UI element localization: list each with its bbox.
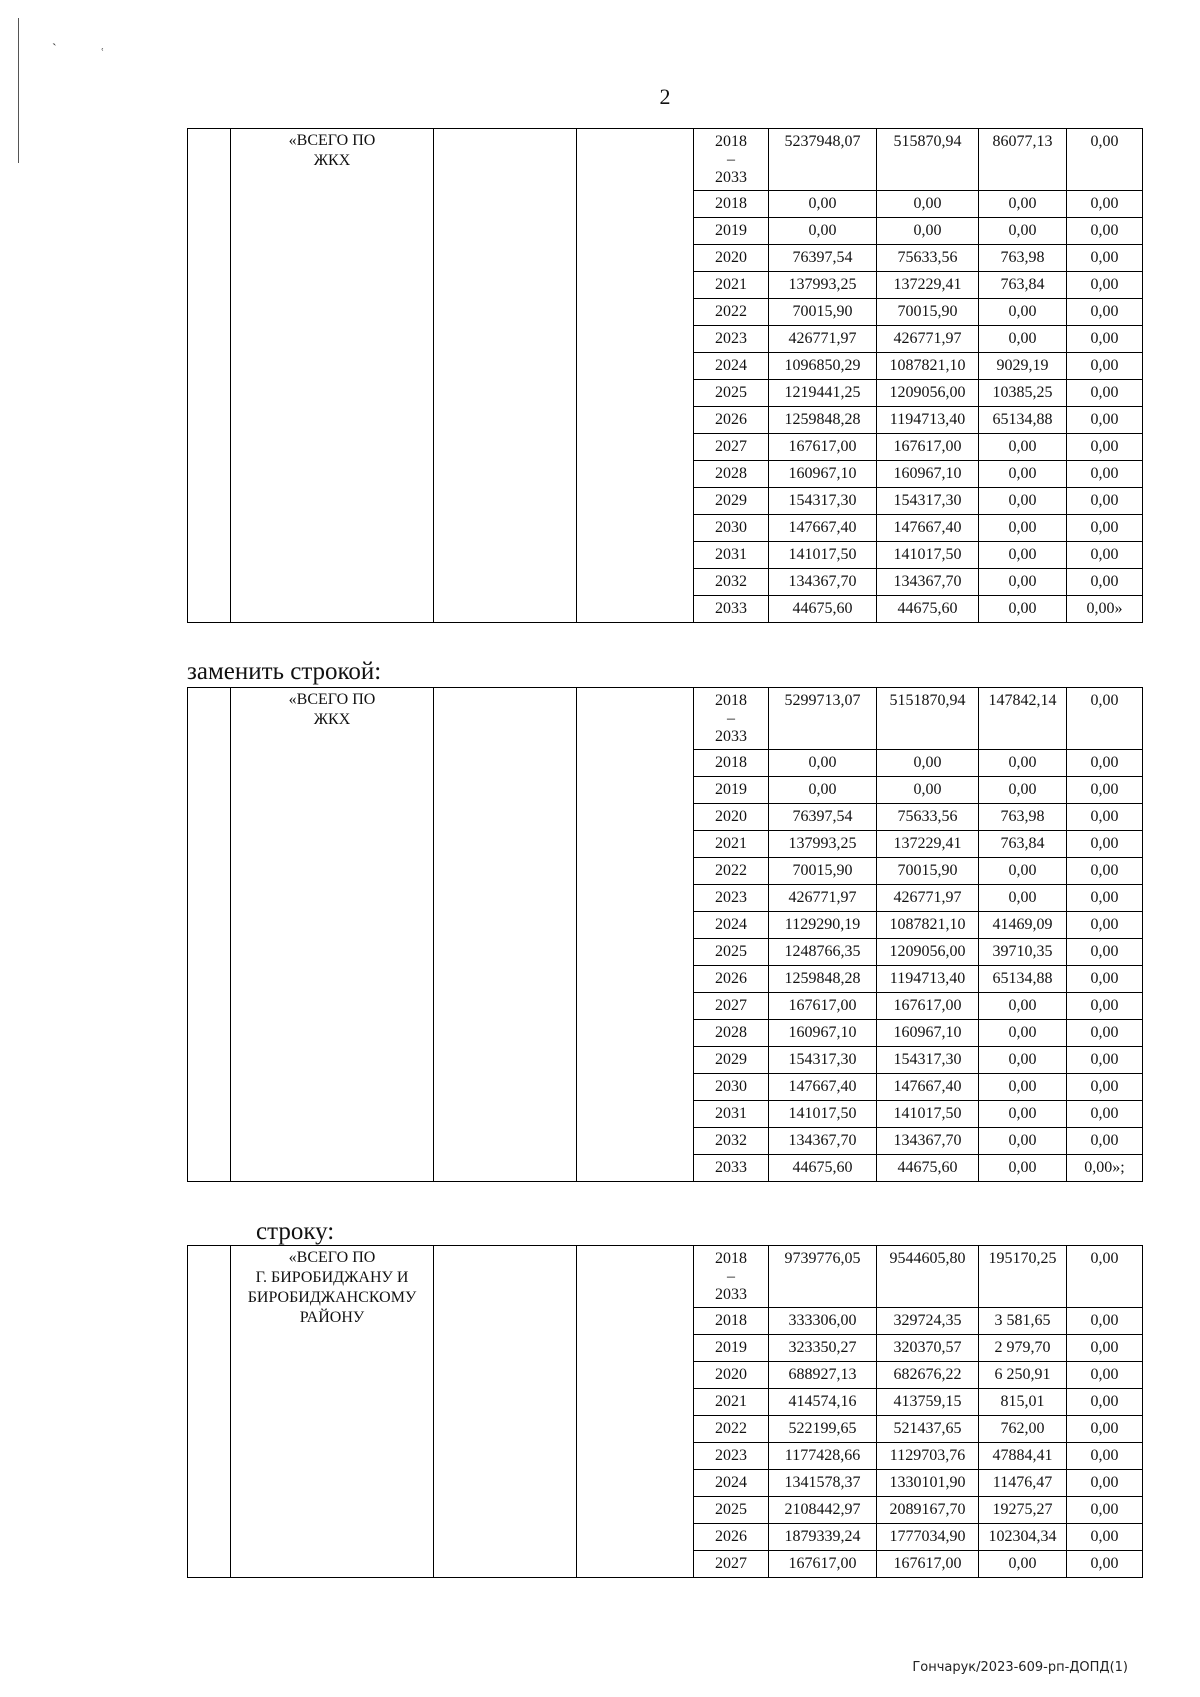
year-cell: 2022 <box>694 1416 769 1443</box>
regional-amount-cell: 65134,88 <box>979 966 1067 993</box>
federal-amount-cell: 134367,70 <box>877 569 979 596</box>
total-amount-cell: 70015,90 <box>769 858 877 885</box>
local-amount-cell: 0,00 <box>1067 129 1143 191</box>
local-amount-cell: 0,00 <box>1067 1551 1143 1578</box>
row-label-line: «ВСЕГО ПО <box>288 1249 376 1266</box>
local-amount-cell: 0,00 <box>1067 912 1143 939</box>
local-amount-cell: 0,00 <box>1067 1101 1143 1128</box>
local-amount-cell: 0,00 <box>1067 218 1143 245</box>
total-amount-cell: 76397,54 <box>769 245 877 272</box>
total-amount-cell: 137993,25 <box>769 272 877 299</box>
year-cell: 2018 <box>694 191 769 218</box>
row-label-line: ЖКХ <box>313 711 351 728</box>
federal-amount-cell: 1087821,10 <box>877 353 979 380</box>
year-cell: 2018 <box>694 750 769 777</box>
scan-speck: ˓ <box>100 40 105 55</box>
total-amount-cell: 76397,54 <box>769 804 877 831</box>
federal-amount-cell: 682676,22 <box>877 1362 979 1389</box>
total-amount-cell: 154317,30 <box>769 1047 877 1074</box>
page-number: 2 <box>659 84 671 109</box>
local-amount-cell: 0,00 <box>1067 191 1143 218</box>
regional-amount-cell: 0,00 <box>979 191 1067 218</box>
regional-amount-cell: 0,00 <box>979 1047 1067 1074</box>
year-cell: 2026 <box>694 1524 769 1551</box>
local-amount-cell: 0,00 <box>1067 1074 1143 1101</box>
total-amount-cell: 147667,40 <box>769 1074 877 1101</box>
total-amount-cell: 5237948,07 <box>769 129 877 191</box>
year-cell: 2024 <box>694 912 769 939</box>
federal-amount-cell: 426771,97 <box>877 885 979 912</box>
financing-table-new <box>187 687 1143 1182</box>
local-amount-cell: 0,00 <box>1067 380 1143 407</box>
regional-amount-cell: 0,00 <box>979 218 1067 245</box>
local-amount-cell: 0,00 <box>1067 1470 1143 1497</box>
federal-amount-cell: 167617,00 <box>877 993 979 1020</box>
empty-executor-cell <box>434 688 577 1182</box>
federal-amount-cell: 147667,40 <box>877 515 979 542</box>
year-cell: 2027 <box>694 434 769 461</box>
local-amount-cell: 0,00 <box>1067 569 1143 596</box>
total-amount-cell: 167617,00 <box>769 993 877 1020</box>
year-cell: 2019 <box>694 218 769 245</box>
local-amount-cell: 0,00 <box>1067 488 1143 515</box>
total-amount-cell: 1879339,24 <box>769 1524 877 1551</box>
document-footer: Гончарук/2023-609-рп-ДОПД(1) <box>912 1660 1128 1675</box>
year-period-part: – <box>727 151 735 168</box>
regional-amount-cell: 815,01 <box>979 1389 1067 1416</box>
federal-amount-cell: 137229,41 <box>877 272 979 299</box>
local-amount-cell: 0,00 <box>1067 966 1143 993</box>
federal-amount-cell: 329724,35 <box>877 1308 979 1335</box>
federal-amount-cell: 167617,00 <box>877 434 979 461</box>
empty-source-cell <box>577 1246 694 1578</box>
year-period-part: – <box>727 1268 735 1285</box>
regional-amount-cell: 102304,34 <box>979 1524 1067 1551</box>
regional-amount-cell: 47884,41 <box>979 1443 1067 1470</box>
year-cell: 2027 <box>694 993 769 1020</box>
empty-source-cell <box>577 688 694 1182</box>
total-amount-cell: 160967,10 <box>769 461 877 488</box>
row-label-line: «ВСЕГО ПО <box>288 132 376 149</box>
local-amount-cell: 0,00 <box>1067 1362 1143 1389</box>
regional-amount-cell: 763,84 <box>979 831 1067 858</box>
total-amount-cell: 1341578,37 <box>769 1470 877 1497</box>
federal-amount-cell: 75633,56 <box>877 245 979 272</box>
local-amount-cell: 0,00 <box>1067 1524 1143 1551</box>
year-cell: 2030 <box>694 515 769 542</box>
year-cell: 2028 <box>694 1020 769 1047</box>
regional-amount-cell: 0,00 <box>979 993 1067 1020</box>
local-amount-cell: 0,00 <box>1067 1335 1143 1362</box>
year-cell: 2031 <box>694 542 769 569</box>
total-amount-cell: 0,00 <box>769 218 877 245</box>
federal-amount-cell: 134367,70 <box>877 1128 979 1155</box>
regional-amount-cell: 0,00 <box>979 1020 1067 1047</box>
total-amount-cell: 44675,60 <box>769 596 877 623</box>
year-cell: 2029 <box>694 488 769 515</box>
caption-row: строку: <box>256 1218 335 1245</box>
local-amount-cell: 0,00 <box>1067 299 1143 326</box>
year-period-part: 2033 <box>715 1286 747 1303</box>
local-amount-cell: 0,00 <box>1067 407 1143 434</box>
regional-amount-cell: 762,00 <box>979 1416 1067 1443</box>
total-amount-cell: 0,00 <box>769 777 877 804</box>
year-cell: 2025 <box>694 380 769 407</box>
federal-amount-cell: 9544605,80 <box>877 1246 979 1308</box>
total-amount-cell: 167617,00 <box>769 1551 877 1578</box>
regional-amount-cell: 763,84 <box>979 272 1067 299</box>
total-amount-cell: 1248766,35 <box>769 939 877 966</box>
local-amount-cell: 0,00 <box>1067 461 1143 488</box>
empty-number-cell <box>188 129 231 623</box>
local-amount-cell: 0,00 <box>1067 804 1143 831</box>
federal-amount-cell: 413759,15 <box>877 1389 979 1416</box>
local-amount-cell: 0,00 <box>1067 1497 1143 1524</box>
local-amount-cell: 0,00 <box>1067 1246 1143 1308</box>
federal-amount-cell: 1087821,10 <box>877 912 979 939</box>
total-amount-cell: 70015,90 <box>769 299 877 326</box>
row-label-line: РАЙОНУ <box>299 1309 365 1326</box>
regional-amount-cell: 0,00 <box>979 1551 1067 1578</box>
year-cell: 2021 <box>694 831 769 858</box>
total-amount-cell: 1259848,28 <box>769 966 877 993</box>
federal-amount-cell: 141017,50 <box>877 1101 979 1128</box>
federal-amount-cell: 0,00 <box>877 218 979 245</box>
year-cell: 2031 <box>694 1101 769 1128</box>
local-amount-cell: 0,00 <box>1067 272 1143 299</box>
federal-amount-cell: 521437,65 <box>877 1416 979 1443</box>
total-amount-cell: 167617,00 <box>769 434 877 461</box>
federal-amount-cell: 75633,56 <box>877 804 979 831</box>
regional-amount-cell: 0,00 <box>979 1074 1067 1101</box>
federal-amount-cell: 5151870,94 <box>877 688 979 750</box>
year-cell: 2020 <box>694 804 769 831</box>
row-label-line: ЖКХ <box>313 152 351 169</box>
federal-amount-cell: 0,00 <box>877 191 979 218</box>
total-amount-cell: 1129290,19 <box>769 912 877 939</box>
year-cell <box>694 1246 769 1308</box>
total-amount-cell: 688927,13 <box>769 1362 877 1389</box>
federal-amount-cell: 1209056,00 <box>877 939 979 966</box>
local-amount-cell: 0,00 <box>1067 1389 1143 1416</box>
year-period-part: – <box>727 710 735 727</box>
local-amount-cell: 0,00 <box>1067 353 1143 380</box>
regional-amount-cell: 65134,88 <box>979 407 1067 434</box>
federal-amount-cell: 70015,90 <box>877 858 979 885</box>
local-amount-cell: 0,00 <box>1067 434 1143 461</box>
regional-amount-cell: 195170,25 <box>979 1246 1067 1308</box>
regional-amount-cell: 0,00 <box>979 1128 1067 1155</box>
financing-table-old <box>187 128 1143 623</box>
year-cell: 2028 <box>694 461 769 488</box>
year-cell: 2022 <box>694 858 769 885</box>
federal-amount-cell: 44675,60 <box>877 596 979 623</box>
local-amount-cell: 0,00 <box>1067 858 1143 885</box>
federal-amount-cell: 154317,30 <box>877 488 979 515</box>
regional-amount-cell: 0,00 <box>979 858 1067 885</box>
year-cell: 2019 <box>694 1335 769 1362</box>
local-amount-cell: 0,00 <box>1067 777 1143 804</box>
year-cell: 2027 <box>694 1551 769 1578</box>
regional-amount-cell: 0,00 <box>979 461 1067 488</box>
federal-amount-cell: 320370,57 <box>877 1335 979 1362</box>
year-cell: 2022 <box>694 299 769 326</box>
total-amount-cell: 0,00 <box>769 750 877 777</box>
federal-amount-cell: 1330101,90 <box>877 1470 979 1497</box>
scan-speck: ˴ <box>52 36 57 51</box>
total-amount-cell: 44675,60 <box>769 1155 877 1182</box>
federal-amount-cell: 1194713,40 <box>877 407 979 434</box>
local-amount-cell: 0,00 <box>1067 326 1143 353</box>
regional-amount-cell: 0,00 <box>979 569 1067 596</box>
year-cell: 2021 <box>694 1389 769 1416</box>
regional-amount-cell: 0,00 <box>979 515 1067 542</box>
caption-replace-with: заменить строкой: <box>187 658 382 685</box>
local-amount-cell: 0,00 <box>1067 1443 1143 1470</box>
table-row <box>188 1246 1143 1308</box>
year-cell: 2023 <box>694 326 769 353</box>
total-amount-cell: 414574,16 <box>769 1389 877 1416</box>
regional-amount-cell: 10385,25 <box>979 380 1067 407</box>
row-label-line: Г. БИРОБИДЖАНУ И <box>255 1269 409 1286</box>
year-cell: 2024 <box>694 353 769 380</box>
year-cell: 2030 <box>694 1074 769 1101</box>
table-row <box>188 688 1143 750</box>
year-cell: 2033 <box>694 1155 769 1182</box>
year-cell: 2020 <box>694 1362 769 1389</box>
year-cell: 2018 <box>694 1308 769 1335</box>
local-amount-cell: 0,00»; <box>1067 1155 1143 1182</box>
regional-amount-cell: 2 979,70 <box>979 1335 1067 1362</box>
year-cell: 2032 <box>694 569 769 596</box>
local-amount-cell: 0,00 <box>1067 885 1143 912</box>
federal-amount-cell: 515870,94 <box>877 129 979 191</box>
regional-amount-cell: 86077,13 <box>979 129 1067 191</box>
local-amount-cell: 0,00 <box>1067 939 1143 966</box>
total-amount-cell: 9739776,05 <box>769 1246 877 1308</box>
total-amount-cell: 137993,25 <box>769 831 877 858</box>
regional-amount-cell: 0,00 <box>979 777 1067 804</box>
year-cell: 2023 <box>694 1443 769 1470</box>
total-amount-cell: 160967,10 <box>769 1020 877 1047</box>
total-amount-cell: 134367,70 <box>769 569 877 596</box>
federal-amount-cell: 137229,41 <box>877 831 979 858</box>
federal-amount-cell: 147667,40 <box>877 1074 979 1101</box>
year-cell: 2025 <box>694 939 769 966</box>
total-amount-cell: 1096850,29 <box>769 353 877 380</box>
empty-number-cell <box>188 1246 231 1578</box>
federal-amount-cell: 141017,50 <box>877 542 979 569</box>
regional-amount-cell: 0,00 <box>979 885 1067 912</box>
total-amount-cell: 154317,30 <box>769 488 877 515</box>
table-row <box>188 129 1143 191</box>
local-amount-cell: 0,00 <box>1067 1047 1143 1074</box>
total-amount-cell: 426771,97 <box>769 326 877 353</box>
regional-amount-cell: 19275,27 <box>979 1497 1067 1524</box>
federal-amount-cell: 44675,60 <box>877 1155 979 1182</box>
regional-amount-cell: 0,00 <box>979 299 1067 326</box>
regional-amount-cell: 41469,09 <box>979 912 1067 939</box>
year-cell: 2024 <box>694 1470 769 1497</box>
regional-amount-cell: 11476,47 <box>979 1470 1067 1497</box>
local-amount-cell: 0,00 <box>1067 1128 1143 1155</box>
year-cell: 2033 <box>694 596 769 623</box>
federal-amount-cell: 0,00 <box>877 750 979 777</box>
local-amount-cell: 0,00 <box>1067 688 1143 750</box>
empty-executor-cell <box>434 1246 577 1578</box>
year-period-part: 2018 <box>715 1250 747 1267</box>
total-amount-cell: 141017,50 <box>769 1101 877 1128</box>
local-amount-cell: 0,00 <box>1067 831 1143 858</box>
year-cell: 2025 <box>694 1497 769 1524</box>
regional-amount-cell: 0,00 <box>979 1101 1067 1128</box>
local-amount-cell: 0,00» <box>1067 596 1143 623</box>
empty-number-cell <box>188 688 231 1182</box>
empty-executor-cell <box>434 129 577 623</box>
regional-amount-cell: 0,00 <box>979 542 1067 569</box>
total-amount-cell: 141017,50 <box>769 542 877 569</box>
year-cell: 2026 <box>694 407 769 434</box>
empty-source-cell <box>577 129 694 623</box>
year-cell: 2029 <box>694 1047 769 1074</box>
regional-amount-cell: 763,98 <box>979 245 1067 272</box>
local-amount-cell: 0,00 <box>1067 1020 1143 1047</box>
row-label <box>231 688 434 1182</box>
local-amount-cell: 0,00 <box>1067 1308 1143 1335</box>
regional-amount-cell: 0,00 <box>979 750 1067 777</box>
local-amount-cell: 0,00 <box>1067 542 1143 569</box>
year-cell <box>694 129 769 191</box>
year-cell: 2023 <box>694 885 769 912</box>
year-cell: 2021 <box>694 272 769 299</box>
year-cell: 2020 <box>694 245 769 272</box>
federal-amount-cell: 154317,30 <box>877 1047 979 1074</box>
local-amount-cell: 0,00 <box>1067 245 1143 272</box>
year-period-part: 2018 <box>715 133 747 150</box>
local-amount-cell: 0,00 <box>1067 993 1143 1020</box>
financing-table-birobidzhan <box>187 1245 1143 1578</box>
regional-amount-cell: 0,00 <box>979 488 1067 515</box>
federal-amount-cell: 1777034,90 <box>877 1524 979 1551</box>
regional-amount-cell: 9029,19 <box>979 353 1067 380</box>
federal-amount-cell: 426771,97 <box>877 326 979 353</box>
federal-amount-cell: 1209056,00 <box>877 380 979 407</box>
year-cell <box>694 688 769 750</box>
federal-amount-cell: 167617,00 <box>877 1551 979 1578</box>
regional-amount-cell: 763,98 <box>979 804 1067 831</box>
row-label-line: БИРОБИДЖАНСКОМУ <box>247 1289 417 1306</box>
regional-amount-cell: 3 581,65 <box>979 1308 1067 1335</box>
local-amount-cell: 0,00 <box>1067 750 1143 777</box>
total-amount-cell: 147667,40 <box>769 515 877 542</box>
total-amount-cell: 333306,00 <box>769 1308 877 1335</box>
total-amount-cell: 1259848,28 <box>769 407 877 434</box>
local-amount-cell: 0,00 <box>1067 515 1143 542</box>
federal-amount-cell: 160967,10 <box>877 461 979 488</box>
regional-amount-cell: 39710,35 <box>979 939 1067 966</box>
row-label <box>231 129 434 623</box>
total-amount-cell: 426771,97 <box>769 885 877 912</box>
year-period-part: 2033 <box>715 169 747 186</box>
total-amount-cell: 0,00 <box>769 191 877 218</box>
federal-amount-cell: 2089167,70 <box>877 1497 979 1524</box>
total-amount-cell: 2108442,97 <box>769 1497 877 1524</box>
regional-amount-cell: 0,00 <box>979 326 1067 353</box>
total-amount-cell: 5299713,07 <box>769 688 877 750</box>
year-period-part: 2018 <box>715 692 747 709</box>
federal-amount-cell: 1194713,40 <box>877 966 979 993</box>
regional-amount-cell: 147842,14 <box>979 688 1067 750</box>
local-amount-cell: 0,00 <box>1067 1416 1143 1443</box>
year-cell: 2019 <box>694 777 769 804</box>
row-label-line: «ВСЕГО ПО <box>288 691 376 708</box>
total-amount-cell: 323350,27 <box>769 1335 877 1362</box>
federal-amount-cell: 0,00 <box>877 777 979 804</box>
total-amount-cell: 522199,65 <box>769 1416 877 1443</box>
total-amount-cell: 1219441,25 <box>769 380 877 407</box>
year-cell: 2026 <box>694 966 769 993</box>
regional-amount-cell: 6 250,91 <box>979 1362 1067 1389</box>
federal-amount-cell: 1129703,76 <box>877 1443 979 1470</box>
federal-amount-cell: 70015,90 <box>877 299 979 326</box>
year-period-part: 2033 <box>715 728 747 745</box>
federal-amount-cell: 160967,10 <box>877 1020 979 1047</box>
year-cell: 2032 <box>694 1128 769 1155</box>
total-amount-cell: 134367,70 <box>769 1128 877 1155</box>
row-label <box>231 1246 434 1578</box>
regional-amount-cell: 0,00 <box>979 434 1067 461</box>
total-amount-cell: 1177428,66 <box>769 1443 877 1470</box>
regional-amount-cell: 0,00 <box>979 596 1067 623</box>
regional-amount-cell: 0,00 <box>979 1155 1067 1182</box>
